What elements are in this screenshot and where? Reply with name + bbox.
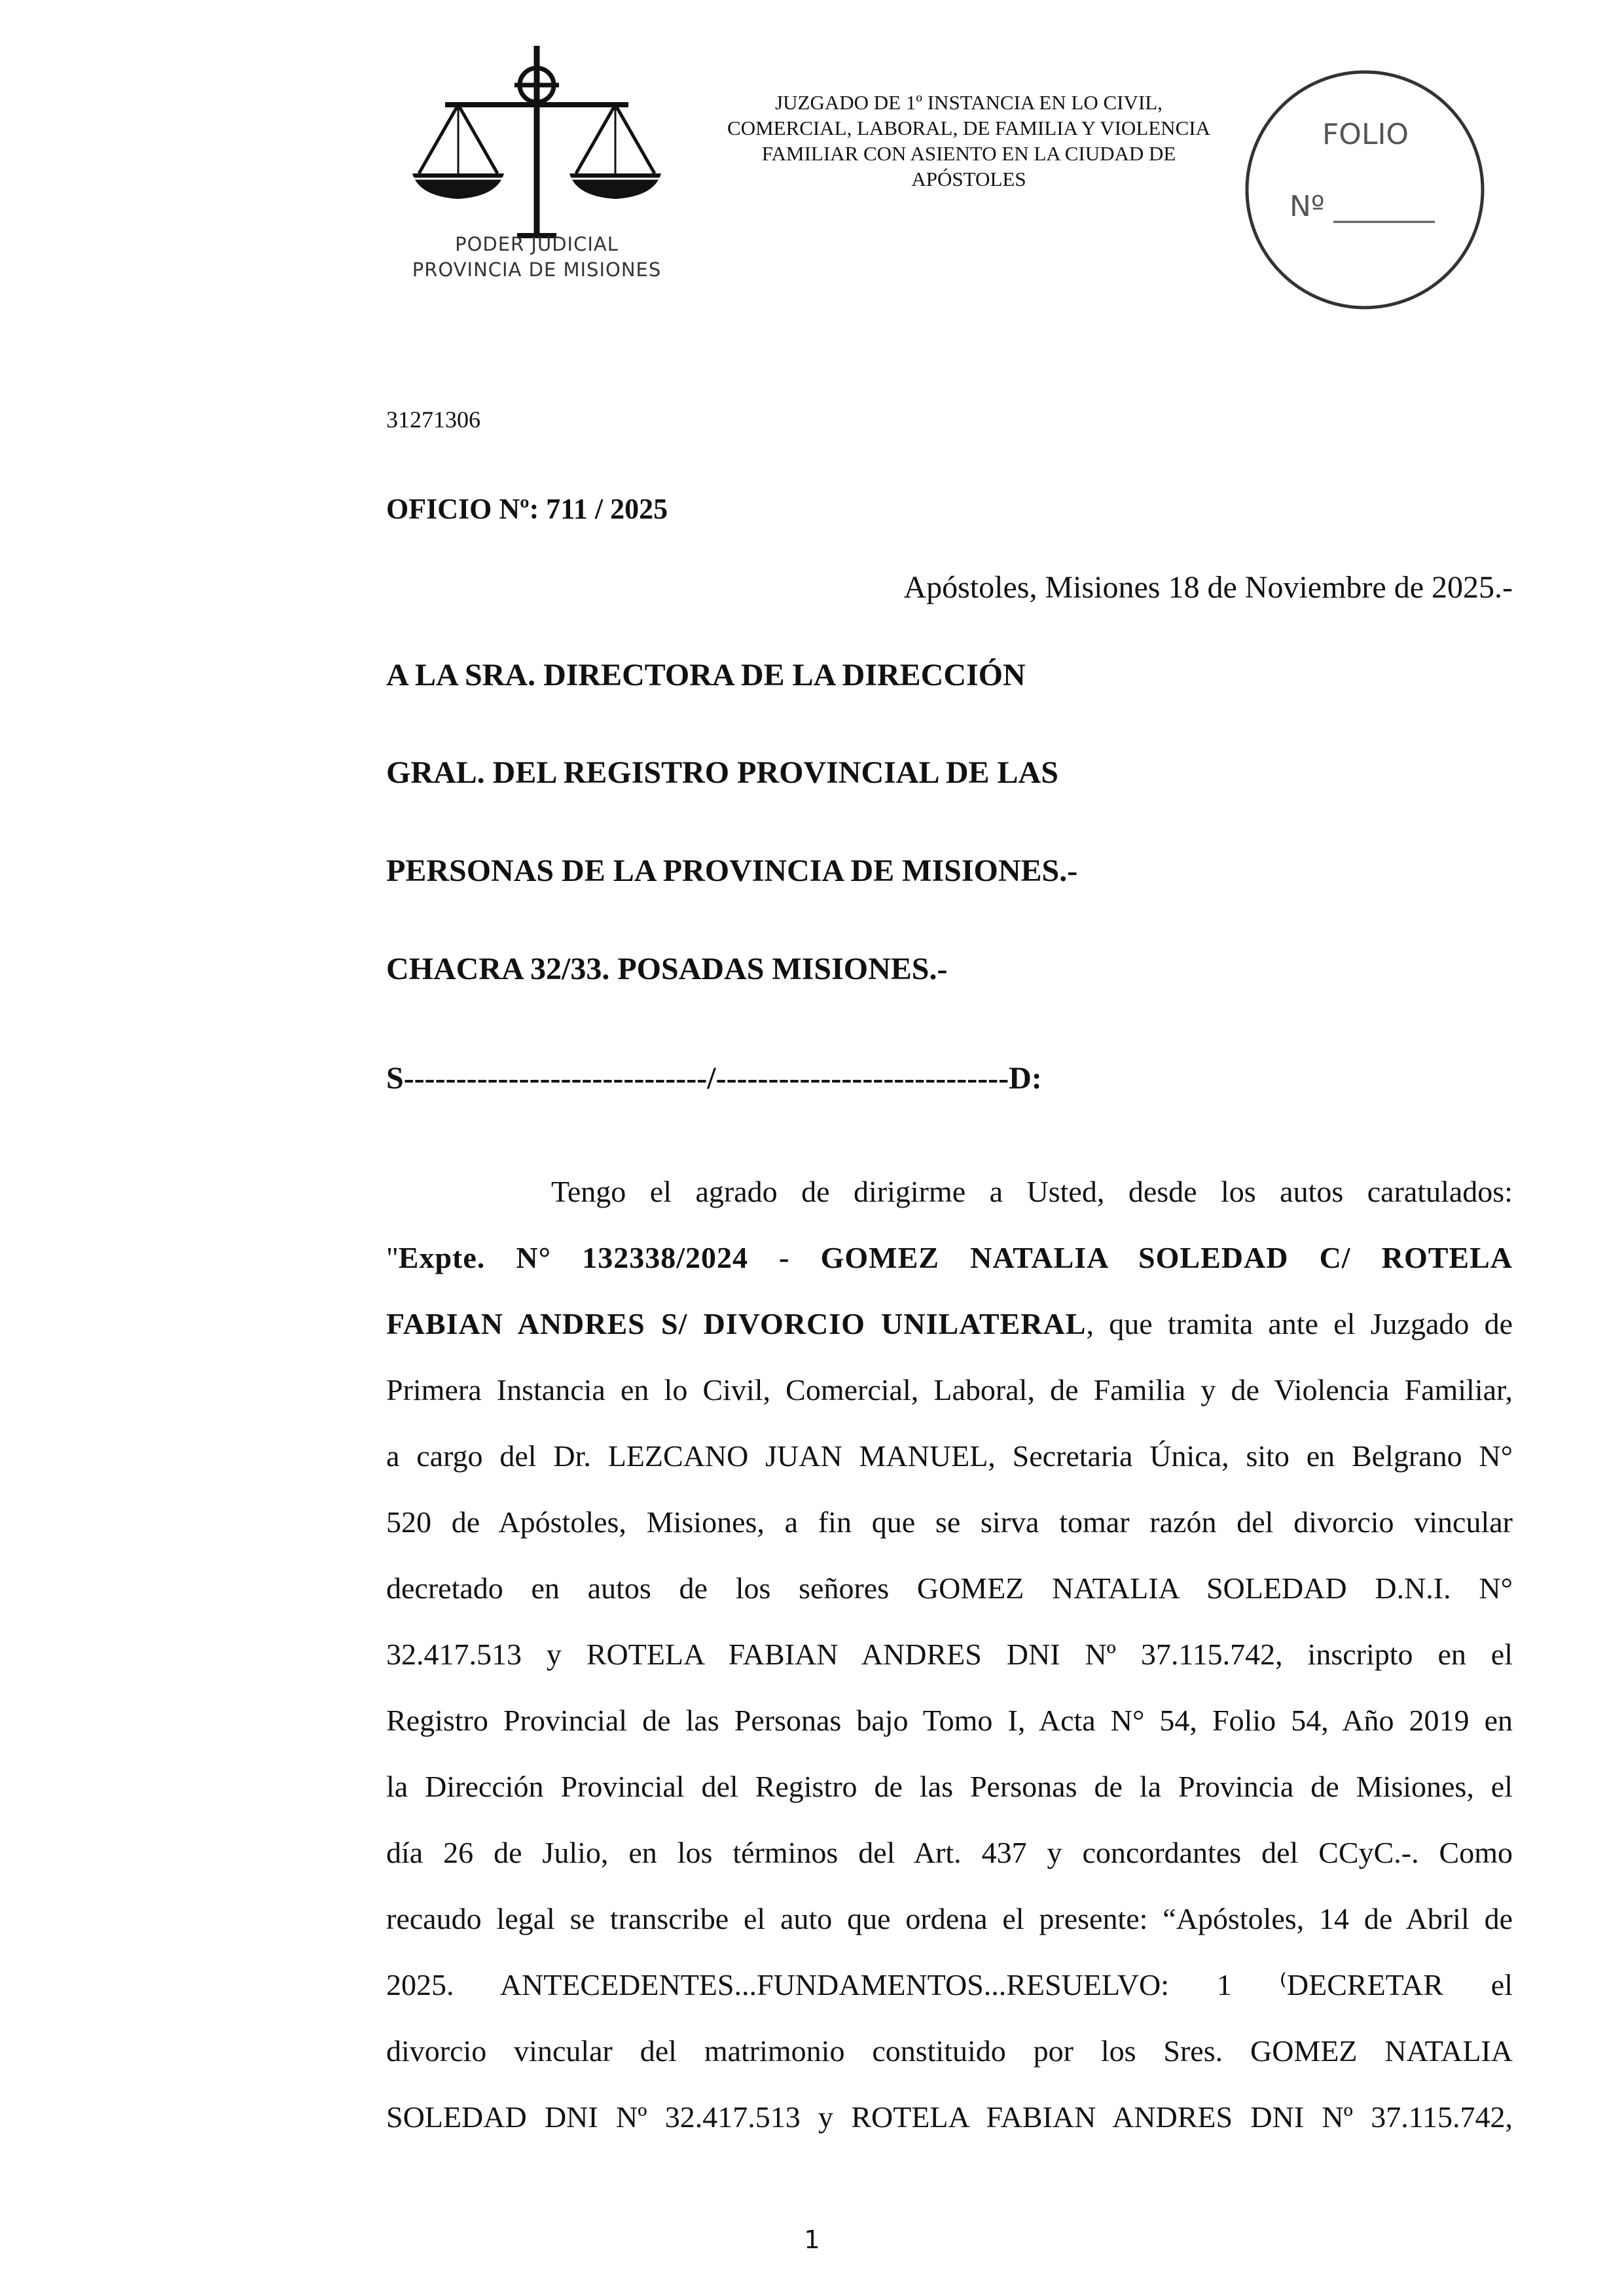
- body-line: 32.417.513 y ROTELA FABIAN ANDRES DNI Nº 37.115.742, inscripto en el: [386, 1638, 1513, 1671]
- court-name-line: FAMILIAR CON ASIENTO EN LA CIUDAD DE: [761, 142, 1176, 165]
- addressee-line: CHACRA 32/33. POSADAS MISIONES.-: [386, 952, 948, 986]
- body-line: 520 de Apóstoles, Misiones, a fin que se sirva tomar razón del divorcio vincular: [386, 1505, 1513, 1539]
- court-name-line: COMERCIAL, LABORAL, DE FAMILIA Y VIOLENCIA: [727, 117, 1210, 139]
- body-paragraph: [386, 1158, 1513, 2150]
- page-number: 1: [804, 2225, 820, 2254]
- body-line: [386, 1291, 1513, 1357]
- addressee-line: A LA SRA. DIRECTORA DE LA DIRECCIÓN: [386, 658, 1026, 692]
- quote-mark: ": [386, 1241, 399, 1274]
- body-line: Tengo el agrado de dirigirme a Usted, desde los autos caratulados:: [551, 1175, 1513, 1208]
- court-name: [681, 90, 1257, 192]
- body-line: recaudo legal se transcribe el auto que ordena el presente: “Apóstoles, 14 de Abril de: [386, 1902, 1513, 1935]
- body-line: SOLEDAD DNI Nº 32.417.513 y ROTELA FABIAN ANDRES DNI Nº 37.115.742,: [386, 2100, 1513, 2134]
- scales-of-justice-icon: [393, 39, 681, 295]
- case-title-bold: Expte. N° 132338/2024 - GOMEZ NATALIA SOLEDAD C/ ROTELA: [398, 1241, 1513, 1274]
- addressee-line: PERSONAS DE LA PROVINCIA DE MISIONES.-: [386, 853, 1078, 888]
- body-line: a cargo del Dr. LEZCANO JUAN MANUEL, Secretaria Única, sito en Belgrano N°: [386, 1439, 1513, 1473]
- judicial-seal-logo: [393, 39, 681, 295]
- body-line: Registro Provincial de las Personas bajo Tomo I, Acta N° 54, Folio 54, Año 2019 en: [386, 1704, 1513, 1737]
- folio-stamp: [1240, 65, 1489, 314]
- oficio-number: OFICIO Nº: 711 / 2025: [386, 493, 668, 525]
- case-title-bold: FABIAN ANDRES S/ DIVORCIO UNILATERAL: [386, 1307, 1087, 1340]
- body-text-fragment: , que tramita ante el Juzgado de: [1086, 1307, 1513, 1340]
- court-name-line: JUZGADO DE 1º INSTANCIA EN LO CIVIL,: [775, 91, 1163, 114]
- body-line: divorcio vincular del matrimonio constituido por los Sres. GOMEZ NATALIA: [386, 2034, 1513, 2068]
- salutation: S-----------------------------/----------------------------D:: [386, 1061, 1042, 1096]
- body-line: 2025. ANTECEDENTES...FUNDAMENTOS...RESUELVO: 1 ⁽DECRETAR el: [386, 1968, 1513, 2001]
- body-line: [386, 1225, 1513, 1291]
- seal-text-line1: PODER JUDICIAL: [455, 233, 619, 255]
- body-line: decretado en autos de los señores GOMEZ NATALIA SOLEDAD D.N.I. N°: [386, 1571, 1513, 1605]
- folio-number-label: Nº _______: [1290, 190, 1435, 223]
- court-name-line: APÓSTOLES: [911, 168, 1026, 190]
- addressee-line: GRAL. DEL REGISTRO PROVINCIAL DE LAS: [386, 755, 1058, 790]
- body-line: la Dirección Provincial del Registro de las Personas de la Provincia de Misiones, el: [386, 1770, 1513, 1803]
- folio-label: FOLIO: [1322, 118, 1409, 151]
- body-line: Primera Instancia en lo Civil, Comercial, Laboral, de Familia y de Violencia Familiar,: [386, 1373, 1513, 1407]
- body-line: día 26 de Julio, en los términos del Art. 437 y concordantes del CCyC.-. Como: [386, 1836, 1513, 1869]
- date-line: Apóstoles, Misiones 18 de Noviembre de 2025.-: [903, 570, 1513, 605]
- seal-text-line2: PROVINCIA DE MISIONES: [412, 259, 662, 281]
- document-number: 31271306: [386, 406, 480, 433]
